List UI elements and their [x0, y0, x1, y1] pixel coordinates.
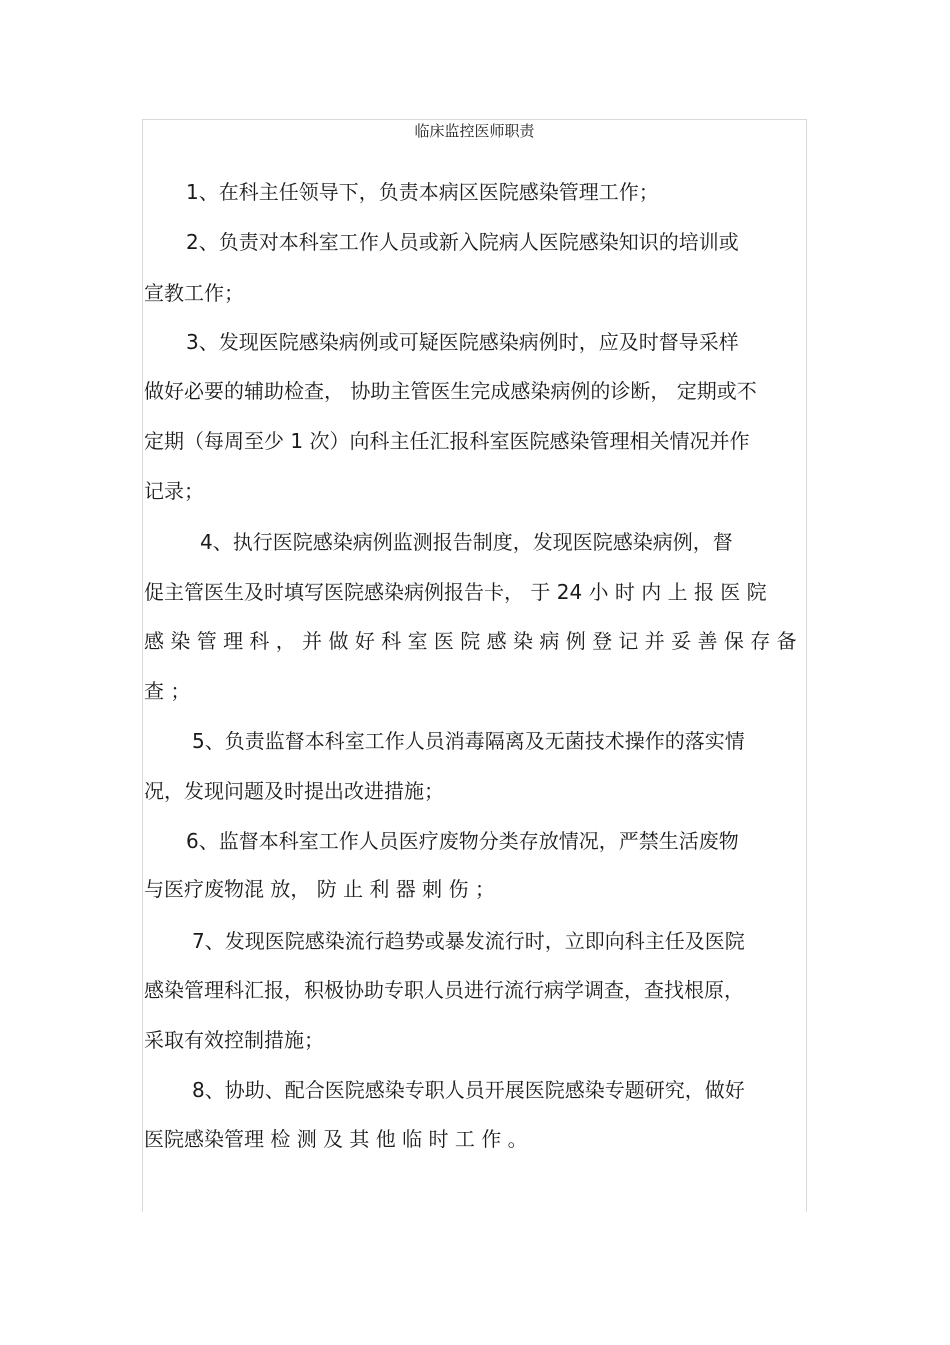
duty-5-line-2: 况，发现问题及时提出改进措施； — [144, 779, 444, 803]
duty-3-line-3: 定期（每周至少 1 次）向科主任汇报科室医院感染管理相关情况并作 — [144, 429, 750, 453]
duty-4-line-3: 感 染 管 理 科 ， 并 做 好 科 室 医 院 感 染 病 例 登 记 并 妥 善 保 存 备 — [144, 629, 797, 653]
duty-3-line-4: 记录； — [144, 479, 204, 503]
duty-7-line-1: 7、发现医院感染流行趋势或暴发流行时，立即向科主任及医院 — [192, 929, 745, 953]
duty-6-line-1: 6、监督本科室工作人员医疗废物分类存放情况，严禁生活废物 — [186, 829, 739, 853]
duty-8-line-1: 8、协助、配合医院感染专职人员开展医院感染专题研究，做好 — [192, 1078, 745, 1102]
duty-1-line-1: 1、在科主任领导下，负责本病区医院感染管理工作； — [186, 180, 659, 204]
duty-3-line-2: 做好必要的辅助检查， 协助主管医生完成感染病例的诊断， 定期或不 — [144, 379, 757, 403]
duty-3-line-1: 3、发现医院感染病例或可疑医院感染病例时，应及时督导采样 — [186, 330, 739, 354]
duty-8-line-2: 医院感染管理 检 测 及 其 他 临 时 工 作 。 — [144, 1127, 528, 1151]
duty-4-line-2: 促主管医生及时填写医院感染病例报告卡， 于 24 小 时 内 上 报 医 院 — [144, 580, 767, 604]
duty-4-line-4: 查 ； — [144, 679, 191, 703]
duty-5-line-1: 5、负责监督本科室工作人员消毒隔离及无菌技术操作的落实情 — [192, 729, 745, 753]
duty-2-line-2: 宣教工作； — [144, 281, 244, 305]
duty-4-line-1: 4、执行医院感染病例监测报告制度，发现医院感染病例，督 — [200, 530, 733, 554]
duty-6-line-2: 与医疗废物混 放， 防 止 利 器 刺 伤 ； — [144, 877, 495, 901]
document-title: 临床监控医师职责 — [414, 122, 535, 140]
duty-2-line-1: 2、负责对本科室工作人员或新入院病人医院感染知识的培训或 — [186, 230, 739, 254]
duty-7-line-3: 采取有效控制措施； — [144, 1028, 324, 1052]
duty-7-line-2: 感染管理科汇报，积极协助专职人员进行流行病学调查，查找根原， — [144, 978, 744, 1002]
